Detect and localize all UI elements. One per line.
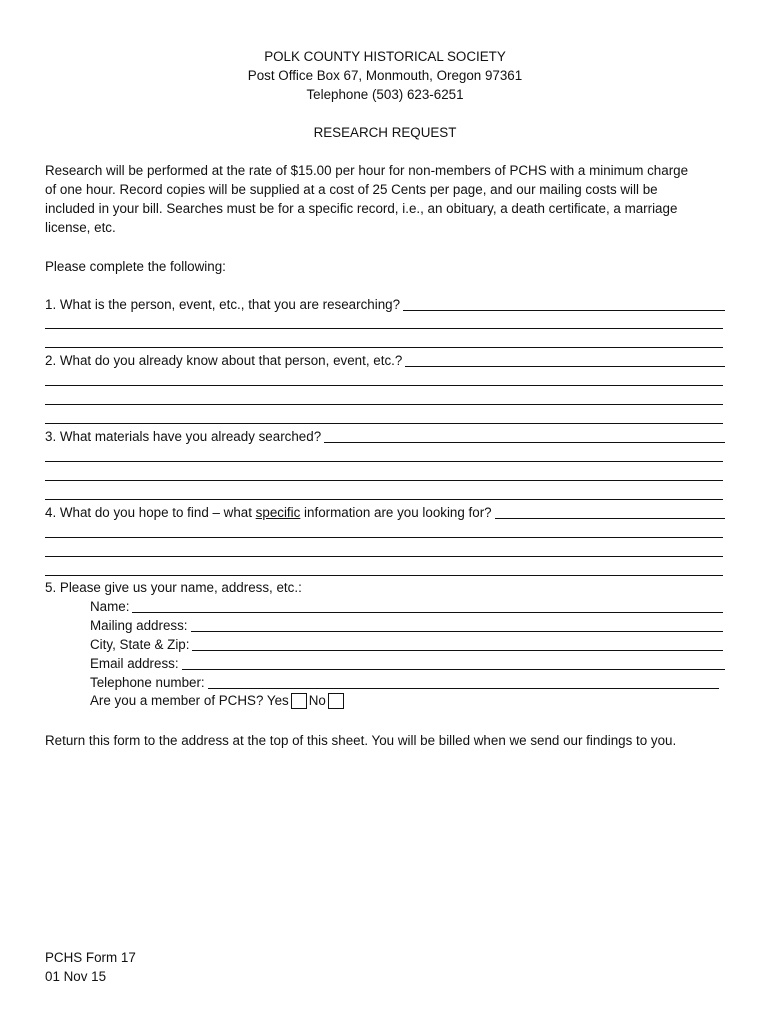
email-input-line[interactable] [182,655,725,670]
answer-line[interactable] [45,461,723,462]
yes-checkbox[interactable] [291,693,307,709]
question-4-text: information are you looking for? [300,505,492,520]
question-4 [45,503,725,522]
letterhead [0,47,770,104]
question-4-emphasis: specific [255,505,301,520]
question-3-label: 3. What materials have you already searched? [45,429,322,444]
city-state-zip-label: City, State & Zip: [90,637,190,652]
telephone-field [90,673,719,692]
intro-paragraph [45,161,725,237]
question-5-label: 5. Please give us your name, address, etc.: [45,580,302,595]
answer-line[interactable] [45,385,723,386]
city-state-zip-input-line[interactable] [192,636,723,651]
mailing-address-input-line[interactable] [191,617,723,632]
question-3-answer-line[interactable] [324,428,725,443]
intro-line: included in your bill. Searches must be for a specific record, i.e., an obituary, a death certificate, a marriage [45,201,678,216]
name-label: Name: [90,599,130,614]
question-4-label [45,503,492,522]
answer-line[interactable] [45,537,723,538]
form-footer [45,948,136,986]
answer-line[interactable] [45,328,723,329]
telephone-input-line[interactable] [208,674,719,689]
form-title: RESEARCH REQUEST [313,125,457,140]
question-2-answer-line[interactable] [405,352,725,367]
question-3 [45,427,725,446]
question-4-answer-line[interactable] [495,504,725,519]
name-field [90,597,723,616]
answer-line[interactable] [45,499,723,500]
form-date: 01 Nov 15 [45,969,107,984]
question-1-label: 1. What is the person, event, etc., that you are researching? [45,297,401,312]
intro-line: Research will be performed at the rate of $15.00 per hour for non-members of PCHS with a minimum charge [45,163,689,178]
answer-line[interactable] [45,404,723,405]
question-1 [45,295,725,314]
telephone-label: Telephone number: [90,675,205,690]
question-4-text: 4. What do you hope to find – what [45,505,256,520]
org-address: Post Office Box 67, Monmouth, Oregon 97361 [247,68,523,83]
intro-line: of one hour. Record copies will be supplied at a cost of 25 Cents per page, and our mailing costs will be [45,182,658,197]
no-label: No [308,693,326,708]
no-checkbox[interactable] [328,693,344,709]
answer-line[interactable] [45,575,723,576]
mailing-address-field [90,616,723,635]
membership-label: Are you a member of PCHS? Yes [90,693,289,708]
name-input-line[interactable] [132,598,723,613]
question-1-answer-line[interactable] [403,296,725,311]
intro-line: license, etc. [45,220,116,235]
mailing-address-label: Mailing address: [90,618,188,633]
org-phone: Telephone (503) 623-6251 [306,87,464,102]
answer-line[interactable] [45,423,723,424]
question-2-label: 2. What do you already know about that person, event, etc.? [45,353,403,368]
answer-line[interactable] [45,556,723,557]
answer-line[interactable] [45,347,723,348]
instructions: Please complete the following: [45,259,226,274]
return-instructions: Return this form to the address at the top of this sheet. You will be billed when we send our findings to you. [45,733,677,748]
email-label: Email address: [90,656,179,671]
form-number: PCHS Form 17 [45,950,136,965]
membership-question [90,691,346,710]
email-field [90,654,725,673]
org-name: POLK COUNTY HISTORICAL SOCIETY [264,49,506,64]
question-5 [45,578,725,597]
question-2 [45,351,725,370]
city-state-zip-field [90,635,723,654]
answer-line[interactable] [45,480,723,481]
